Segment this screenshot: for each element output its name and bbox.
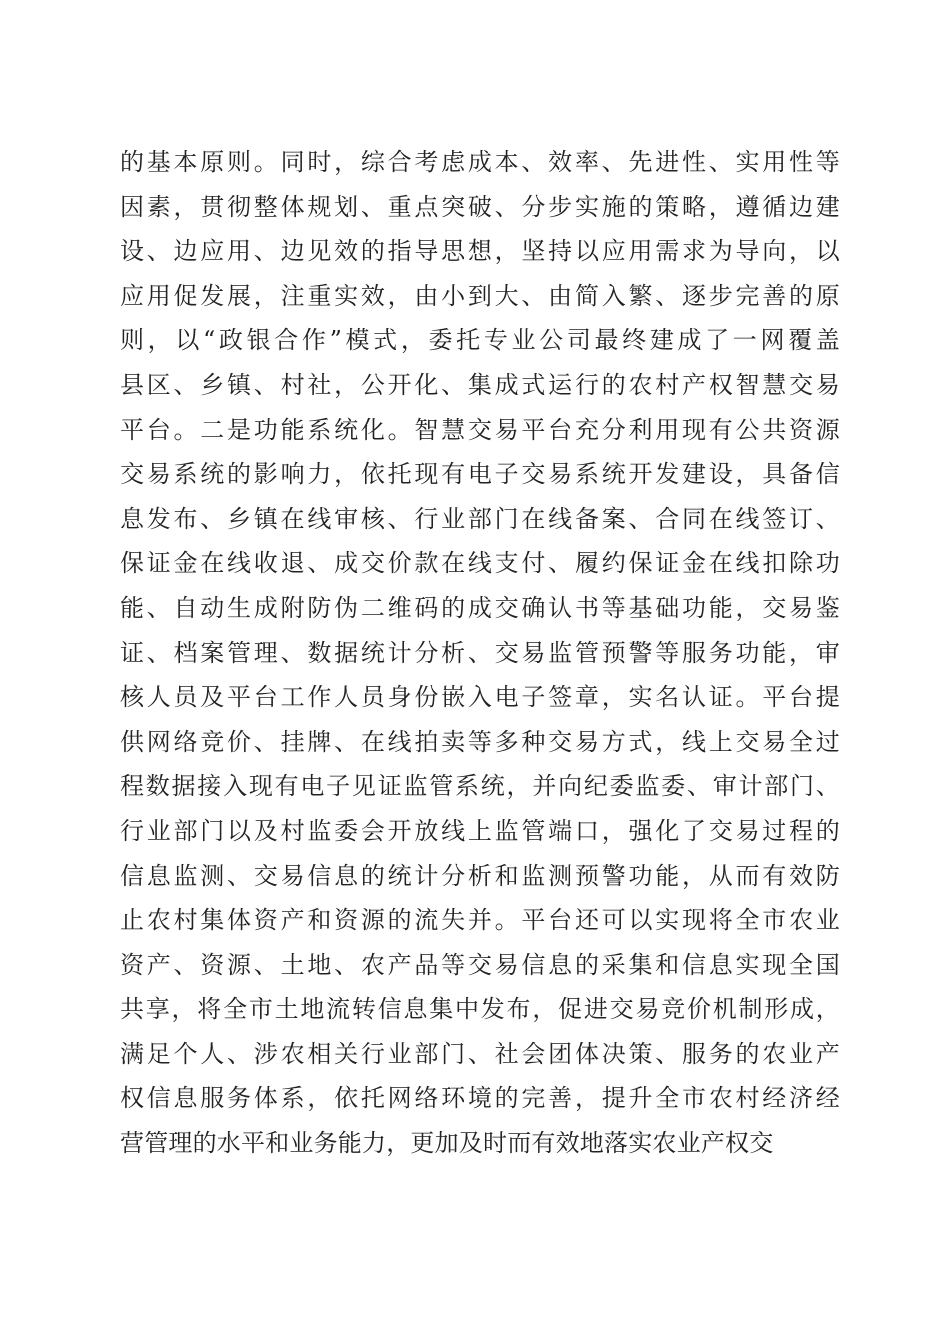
- text-line: 平台。二是功能系统化。智慧交易平台充分利用现有公共资源: [120, 415, 840, 444]
- text-line: 则，以“政银合作”模式，委托专业公司最终建成了一网覆盖: [120, 326, 840, 355]
- text-line: 营管理的水平和业务能力，更加及时而有效地落实农业产权交: [120, 1129, 774, 1158]
- text-line: 程数据接入现有电子见证监管系统，并向纪委监委、审计部门、: [120, 772, 840, 801]
- text-line: 行业部门以及村监委会开放线上监管端口，强化了交易过程的: [120, 816, 840, 845]
- text-line: 设、边应用、边见效的指导思想，坚持以应用需求为导向，以: [120, 237, 840, 266]
- text-line: 信息监测、交易信息的统计分析和监测预警功能，从而有效防: [120, 861, 840, 890]
- text-line: 能、自动生成附防伪二维码的成交确认书等基础功能，交易鉴: [120, 593, 840, 622]
- text-line: 息发布、乡镇在线审核、行业部门在线备案、合同在线签订、: [120, 504, 840, 533]
- text-line: 县区、乡镇、村社，公开化、集成式运行的农村产权智慧交易: [120, 370, 840, 399]
- text-line: 应用促发展，注重实效，由小到大、由简入繁、逐步完善的原: [120, 281, 840, 310]
- text-line: 的基本原则。同时，综合考虑成本、效率、先进性、实用性等: [120, 148, 840, 176]
- text-line: 资产、资源、土地、农产品等交易信息的采集和信息实现全国: [120, 950, 840, 979]
- text-line: 共享，将全市土地流转信息集中发布，促进交易竞价机制形成，: [120, 995, 840, 1024]
- text-line: 证、档案管理、数据统计分析、交易监管预警等服务功能，审: [120, 638, 840, 667]
- text-line: 止农村集体资产和资源的流失并。平台还可以实现将全市农业: [120, 906, 840, 935]
- text-line: 核人员及平台工作人员身份嵌入电子签章，实名认证。平台提: [120, 683, 840, 712]
- text-line: 权信息服务体系，依托网络环境的完善，提升全市农村经济经: [120, 1084, 840, 1113]
- text-line: 满足个人、涉农相关行业部门、社会团体决策、服务的农业产: [120, 1039, 840, 1068]
- text-line: 保证金在线收退、成交价款在线支付、履约保证金在线扣除功: [120, 549, 840, 578]
- body-paragraph: [120, 140, 840, 1166]
- text-line: 供网络竞价、挂牌、在线拍卖等多种交易方式，线上交易全过: [120, 727, 840, 756]
- text-line: 因素，贯彻整体规划、重点突破、分步实施的策略，遵循边建: [120, 192, 840, 221]
- text-line: 交易系统的影响力，依托现有电子交易系统开发建设，具备信: [120, 460, 840, 489]
